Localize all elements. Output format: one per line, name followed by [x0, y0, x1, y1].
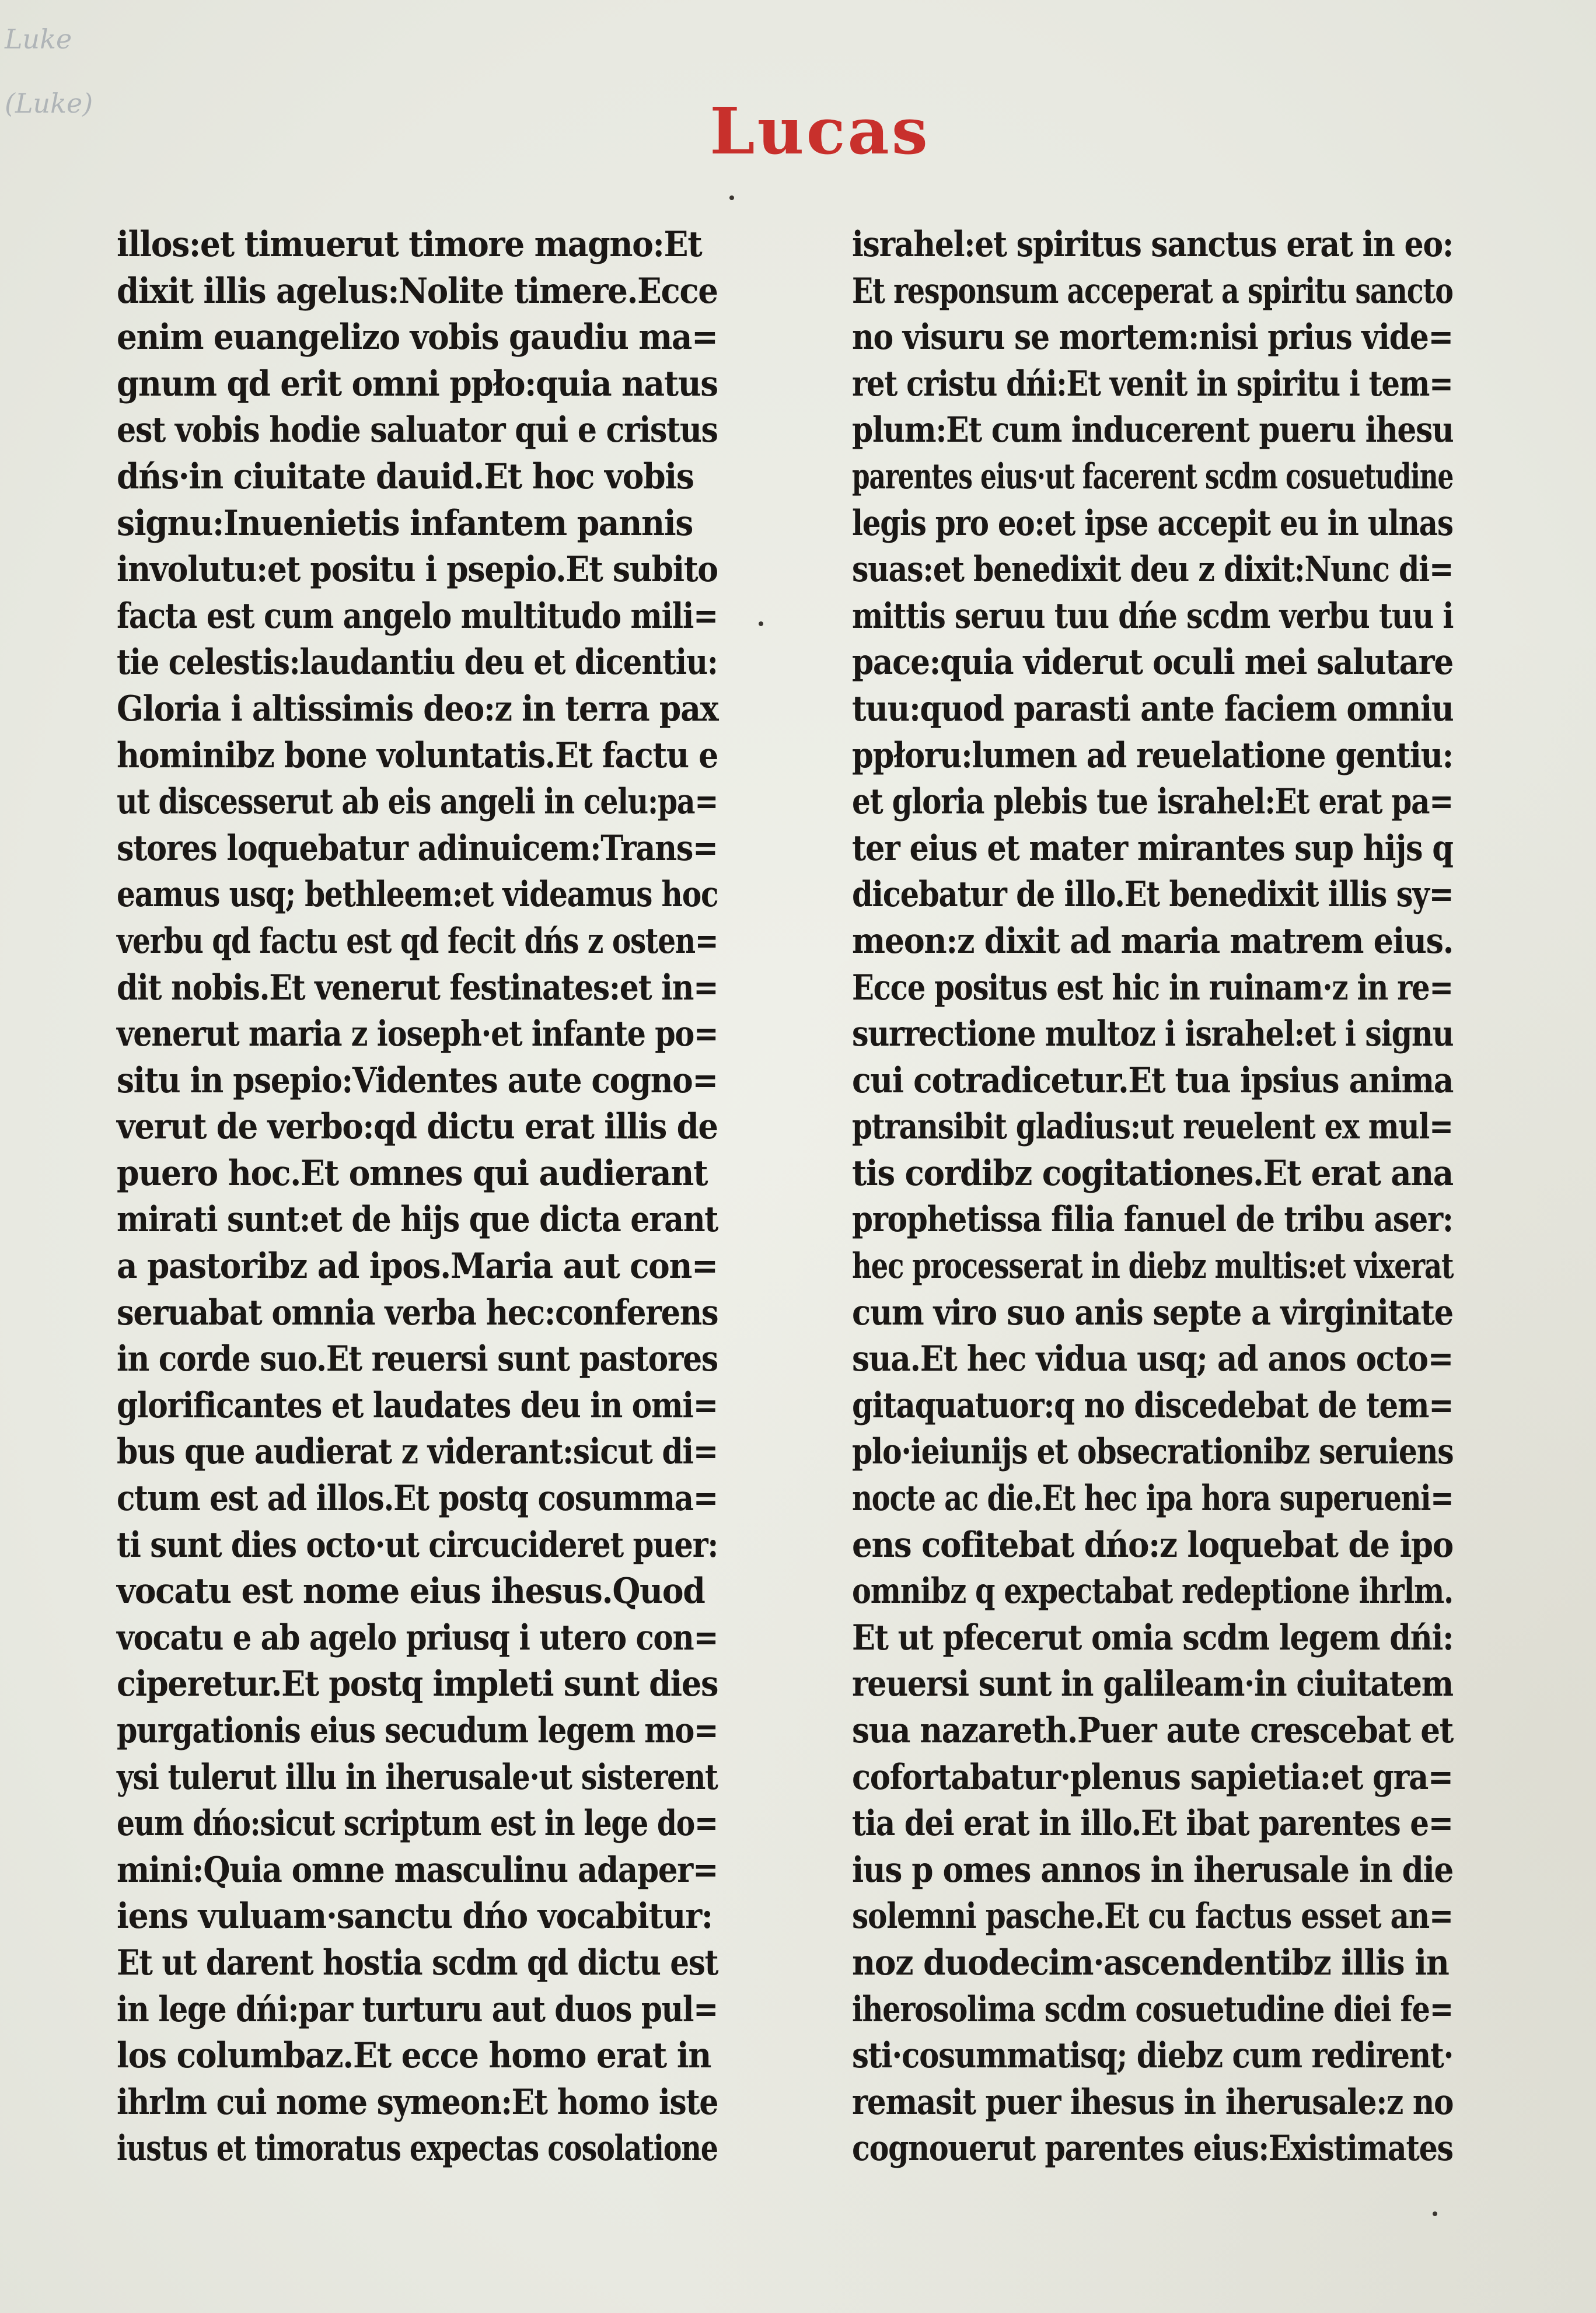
text-line: mirati sunt:et de hijs que dicta erant: [117, 1199, 718, 1241]
text-line: tuu:quod parasti ante faciem omniu: [852, 688, 1454, 729]
text-line: ptransibit gladius:ut reuelent ex mul=: [852, 1106, 1453, 1148]
text-line: hec processerat in diebz multis:et vixerat: [852, 1246, 1454, 1287]
text-line: ysi tulerut illu in iherusale·ut sisterent: [117, 1756, 718, 1798]
text-line: gnum qd erit omni ppło:quia natus: [117, 363, 718, 404]
text-line: ius p omes annos in iherusale in die: [852, 1849, 1453, 1891]
text-line: dicebatur de illo.Et benedixit illis sy=: [852, 874, 1454, 916]
margin-note: Luke: [5, 23, 72, 55]
text-line: Et ut pfecerut omia scdm legem dńi:: [852, 1617, 1454, 1658]
text-line: ut discesserut ab eis angeli in celu:pa=: [117, 781, 718, 823]
text-line: ihrlm cui nome symeon:Et homo iste: [117, 2081, 718, 2123]
ink-speck: [759, 621, 763, 626]
text-line: meon:z dixit ad maria matrem eius.: [852, 920, 1454, 962]
text-line: ppłoru:lumen ad reuelatione gentiu:: [852, 735, 1453, 776]
text-line: noz duodecim·ascendentibz illis in: [852, 1942, 1449, 1983]
text-line: a pastoribz ad ipos.Maria aut con=: [117, 1246, 718, 1287]
text-line: cofortabatur·plenus sapietia:et gra=: [852, 1756, 1453, 1798]
text-line: los columbaz.Et ecce homo erat in: [117, 2035, 711, 2077]
text-line: gitaquatuor:q no discedebat de tem=: [852, 1385, 1454, 1426]
text-line: purgationis eius secudum legem mo=: [117, 1710, 718, 1751]
text-line: no visuru se mortem:nisi prius vide=: [852, 317, 1453, 358]
text-line: tia dei erat in illo.Et ibat parentes e=: [852, 1803, 1453, 1844]
text-line: suas:et benedixit deu z dixit:Nunc di=: [852, 549, 1454, 591]
text-line: parentes eius·ut facerent scdm cosuetudine: [852, 456, 1454, 497]
text-line: cum viro suo anis septe a virginitate: [852, 1292, 1453, 1333]
text-line: verbu qd factu est qd fecit dńs z osten=: [117, 920, 718, 962]
text-line: sua.Et hec vidua usq; ad anos octo=: [852, 1339, 1454, 1380]
text-line: iens vuluam·sanctu dńo vocabitur:: [117, 1896, 713, 1937]
text-line: Et responsum acceperat a spiritu sancto: [852, 270, 1453, 312]
ink-speck: [1433, 2211, 1437, 2216]
text-line: mini:Quia omne masculinu adaper=: [117, 1849, 718, 1891]
text-line: in corde suo.Et reuersi sunt pastores: [117, 1339, 718, 1380]
text-line: cognouerut parentes eius:Existimates: [852, 2128, 1453, 2169]
text-line: tis cordibz cogitationes.Et erat ana: [852, 1152, 1453, 1194]
text-line: ctum est ad illos.Et postq cosumma=: [117, 1478, 718, 1519]
text-line: legis pro eo:et ipse accepit eu in ulnas: [852, 502, 1453, 544]
text-line: involutu:et positu i psepio.Et subito: [117, 549, 718, 591]
text-line: et gloria plebis tue israhel:Et erat pa=: [852, 781, 1453, 823]
text-line: signu:Inuenietis infantem pannis: [117, 502, 693, 544]
text-line: ens cofitebat dńo:z loquebat de ipo: [852, 1524, 1453, 1566]
text-line: in lege dńi:par turturu aut duos pul=: [117, 1989, 718, 2030]
text-line: ti sunt dies octo·ut circucideret puer:: [117, 1524, 718, 1566]
text-column-right: [852, 222, 1453, 2172]
text-line: ter eius et mater mirantes sup hijs q: [852, 827, 1453, 869]
text-line: seruabat omnia verba hec:conferens: [117, 1292, 718, 1333]
text-line: prophetissa filia fanuel de tribu aser:: [852, 1199, 1453, 1241]
text-line: venerut maria z ioseph·et infante po=: [117, 1014, 718, 1055]
text-line: reuersi sunt in galileam·in ciuitatem: [852, 1664, 1453, 1705]
text-line: puero hoc.Et omnes qui audierant: [117, 1152, 708, 1194]
running-head: Lucas: [710, 93, 930, 169]
text-line: iustus et timoratus expectas cosolatione: [117, 2128, 718, 2169]
text-line: eum dńo:sicut scriptum est in lege do=: [117, 1803, 718, 1844]
text-column-left: [117, 222, 718, 2172]
text-line: nocte ac die.Et hec ipa hora superueni=: [852, 1478, 1454, 1519]
text-line: surrectione multoz i israhel:et i signu: [852, 1014, 1454, 1055]
text-line: est vobis hodie saluator qui e cristus: [117, 410, 718, 451]
text-line: dit nobis.Et venerut festinates:et in=: [117, 967, 718, 1008]
text-line: hominibz bone voluntatis.Et factu e: [117, 735, 718, 776]
text-line: eamus usq; bethleem:et videamus hoc: [117, 874, 718, 916]
text-line: stores loquebatur adinuicem:Trans=: [117, 827, 718, 869]
text-line: ret cristu dńi:Et venit in spiritu i tem=: [852, 363, 1453, 404]
text-line: bus que audierat z viderant:sicut di=: [117, 1431, 718, 1473]
text-line: vocatu e ab agelo priusq i utero con=: [117, 1617, 718, 1658]
text-line: mittis seruu tuu dńe scdm verbu tuu i: [852, 595, 1454, 637]
text-line: Gloria i altissimis deo:z in terra pax: [117, 688, 718, 729]
text-line: remasit puer ihesus in iherusale:z no: [852, 2081, 1454, 2123]
text-line: dńs·in ciuitate dauid.Et hoc vobis: [117, 456, 694, 497]
text-line: plo·ieiunijs et obsecrationibz seruiens: [852, 1431, 1454, 1473]
text-line: ciperetur.Et postq impleti sunt dies: [117, 1664, 718, 1705]
text-line: omnibz q expectabat redeptione ihrlm.: [852, 1571, 1454, 1612]
text-line: dixit illis agelus:Nolite timere.Ecce: [117, 270, 718, 312]
text-line: illos:et timuerut timore magno:Et: [117, 224, 702, 265]
ink-speck: [729, 195, 734, 200]
text-line: cui cotradicetur.Et tua ipsius anima: [852, 1060, 1454, 1101]
text-line: Et ut darent hostia scdm qd dictu est: [117, 1942, 718, 1983]
text-line: tie celestis:laudantiu deu et dicentiu:: [117, 642, 718, 683]
text-line: vocatu est nome eius ihesus.Quod: [117, 1571, 705, 1612]
text-line: pace:quia viderut oculi mei salutare: [852, 642, 1453, 683]
text-line: israhel:et spiritus sanctus erat in eo:: [852, 224, 1453, 265]
text-line: Ecce positus est hic in ruinam·z in re=: [852, 967, 1453, 1008]
text-line: plum:Et cum inducerent pueru ihesu: [852, 410, 1454, 451]
text-line: sua nazareth.Puer aute crescebat et: [852, 1710, 1453, 1751]
text-line: glorificantes et laudates deu in omi=: [117, 1385, 718, 1426]
text-line: solemni pasche.Et cu factus esset an=: [852, 1896, 1453, 1937]
text-line: sti·cosummatisq; diebz cum redirent·: [852, 2035, 1454, 2077]
text-line: verut de verbo:qd dictu erat illis de: [117, 1106, 718, 1148]
text-line: iherosolima scdm cosuetudine diei fe=: [852, 1989, 1453, 2030]
text-line: facta est cum angelo multitudo mili=: [117, 595, 718, 637]
text-line: situ in psepio:Videntes aute cogno=: [117, 1060, 718, 1101]
margin-note: (Luke): [5, 88, 93, 119]
text-line: enim euangelizo vobis gaudiu ma=: [117, 317, 718, 358]
